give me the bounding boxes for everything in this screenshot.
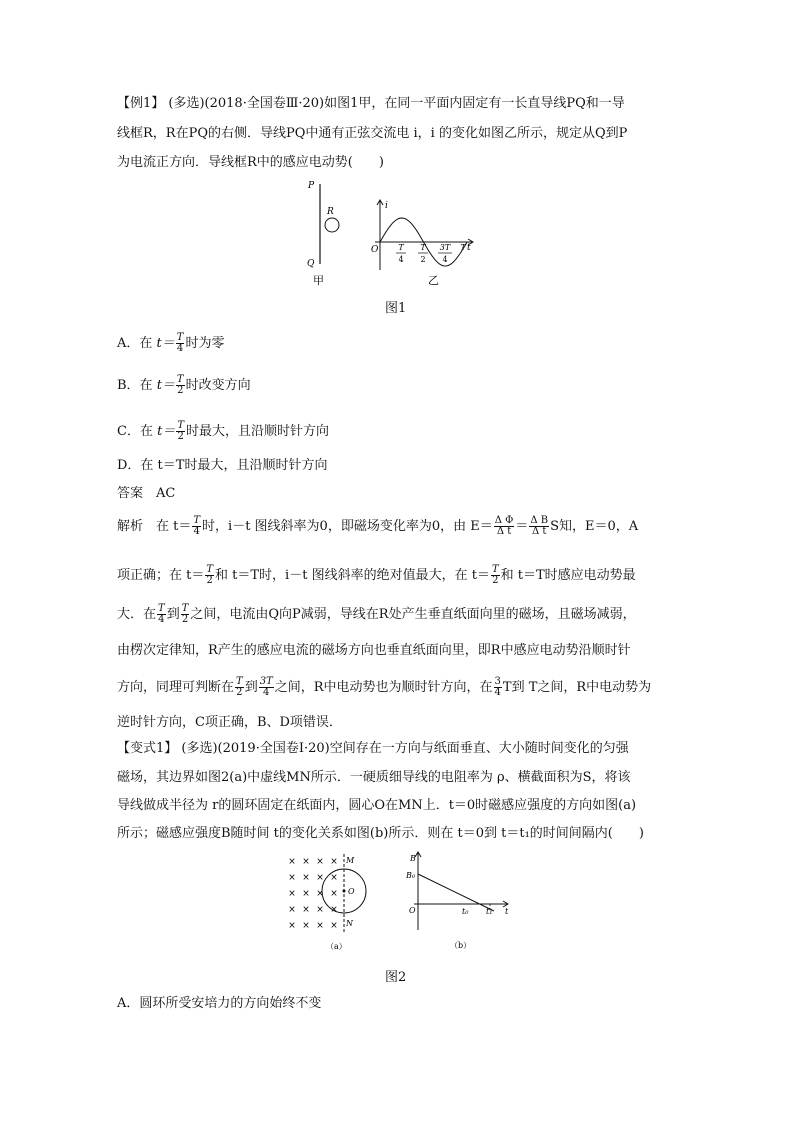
label-q: Q [307,259,315,269]
svg-text:t: t [505,907,509,916]
example1-line1: 【例1】 (多选)(2018·全国卷Ⅲ·20)如图1甲，在同一平面内固定有一长直导线PQ和一导 [117,96,625,111]
variant1-line4: 所示；磁感应强度B随时间 t的变化关系如图(b)所示．则在 t＝0到 t＝t₁的时间间隔内( ) [117,826,644,841]
svg-text:4: 4 [398,255,404,264]
svg-text:O: O [348,887,355,896]
option2-a: A．圆环所受安培力的方向始终不变 [117,996,322,1011]
svg-text:T: T [398,243,404,252]
field-cross: × [330,921,338,931]
option1-d: D．在 t＝T时最大，且沿顺时针方向 [117,458,328,473]
label-p: P [308,181,315,191]
label-jia: 甲 [313,274,324,287]
svg-text:O: O [409,906,416,915]
example1-line2: 线框R，R在PQ的右侧．导线PQ中通有正弦交流电 i，i 的变化如图乙所示，规定从Q到P [117,126,628,141]
field-cross: × [316,889,324,899]
figure2b [402,848,522,953]
option1-c: C．在 t＝ $\frac{T}{2}$ 时最大，且沿顺时针方向 [117,420,330,442]
svg-text:（a）: （a） [326,942,347,951]
field-cross: × [316,857,324,867]
center-o [343,890,346,893]
svg-text:（b）: （b） [450,941,472,950]
svg-text:t: t [467,243,471,253]
figure2-caption: 图2 [385,970,407,985]
svg-text:N: N [346,919,353,928]
variant1-line2: 磁场，其边界如图2(a)中虚线MN所示．一硬质细导线的电阻率为 ρ、横截面积为S，将该 [117,770,631,785]
svg-text:M: M [346,856,355,865]
svg-text:T: T [420,243,426,252]
answer: 答案 AC [117,486,176,501]
figure1 [295,176,495,291]
analysis-line6: 逆时针方向，C项正确，B、D项错误． [117,715,342,730]
field-cross: × [288,857,296,867]
figure2a [280,850,380,955]
field-cross: × [288,921,296,931]
field-cross: × [316,905,324,915]
magnetic-field-crosses [288,857,338,931]
svg-text:t₀: t₀ [462,907,469,916]
svg-text:B₀: B₀ [406,871,416,880]
field-cross: × [330,889,338,899]
svg-text:4: 4 [442,255,448,264]
analysis-line3: 大．在 $\frac{T}{4}$ 到 $\frac{T}{2}$ 之间，电流由Q向P减弱，导线在R处产生垂直纸面向里的磁场，且磁场减弱， [117,603,636,625]
loop-r [325,218,339,232]
field-cross: × [330,857,338,867]
field-cross: × [302,857,310,867]
variant1-line3: 导线做成半径为 r的圆环固定在纸面内，圆心O在MN上．t＝0时磁感应强度的方向如图(a) [117,798,637,813]
field-cross: × [316,921,324,931]
option1-b: B．在 t＝ $\frac{T}{2}$ 时改变方向 [117,374,251,396]
field-cross: × [288,905,296,915]
field-cross: × [302,921,310,931]
label-yi: 乙 [428,274,439,287]
field-cross: × [330,905,338,915]
svg-text:B: B [410,854,416,863]
analysis-line4: 由楞次定律知，R产生的感应电流的磁场方向也垂直纸面向里，即R中感应电动势沿顺时针 [117,643,631,658]
svg-text:O: O [371,245,379,255]
field-cross: × [302,905,310,915]
variant1-line1: 【变式1】 (多选)(2019·全国卷Ⅰ·20)空间存在一方向与纸面垂直、大小随时间变化的匀强 [117,741,629,756]
field-cross: × [330,873,338,883]
svg-text:2: 2 [420,255,426,264]
field-cross: × [316,873,324,883]
svg-text:T: T [460,243,466,252]
analysis-line1: 解析 在 t＝ $\frac{T}{4}$ 时，i－t 图线斜率为0，即磁场变化率为0，由 E＝ $\frac{\text{Δ Φ}}{\text{Δ t}}$ ＝ $\frac{\text{Δ B}}{\text{Δ t}}$ S知，E＝0，A [117,515,639,537]
option1-a: A．在 t＝ $\frac{T}{4}$ 时为零 [117,332,225,354]
analysis-line2: 项正确；在 t＝ $\frac{T}{2}$ 和 t＝T时，i－t 图线斜率的绝对值最大，在 t＝ $\frac{T}{2}$ 和 t＝T时感应电动势最 [117,564,636,586]
svg-text:t₁: t₁ [486,907,493,916]
svg-text:i: i [385,201,388,211]
b-line [418,874,494,911]
label-r: R [327,207,334,217]
field-cross: × [302,889,310,899]
field-cross: × [288,889,296,899]
example1-line3: 为电流正方向．导线框R中的感应电动势( ) [117,155,384,170]
analysis-line5: 方向，同理可判断在 $\frac{T}{2}$ 到 $\frac{3T}{4}$ 之间，R中电动势也为顺时针方向，在 $\frac{3}{4}$ T到 T之间，R中电动势为 [117,676,652,698]
field-cross: × [288,873,296,883]
figure1-caption: 图1 [385,301,407,316]
svg-text:3T: 3T [439,243,451,252]
field-cross: × [302,873,310,883]
